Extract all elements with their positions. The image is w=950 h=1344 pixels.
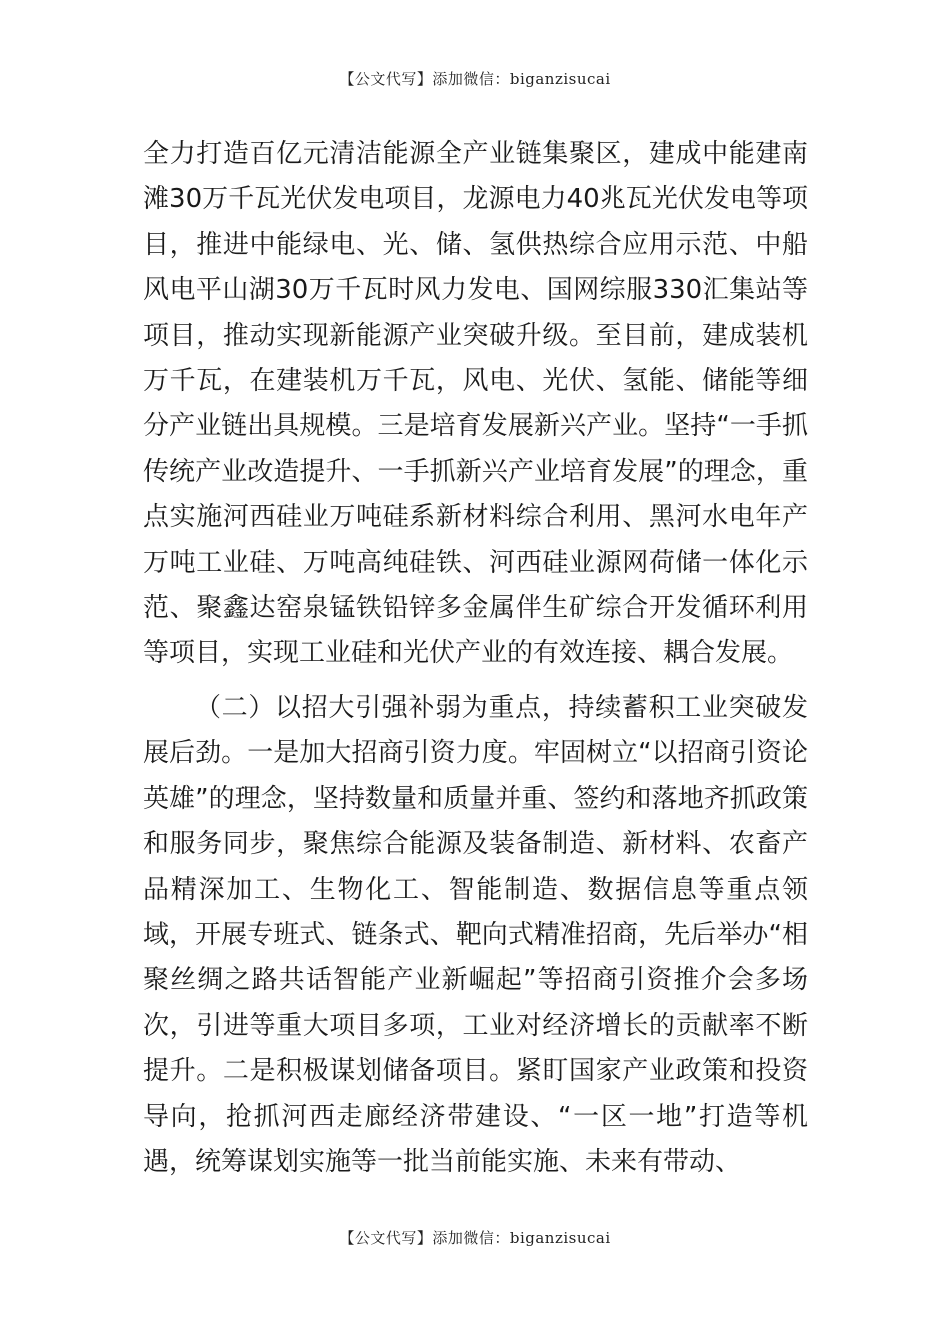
paragraph-2: （二）以招大引强补弱为重点，持续蓄积工业突破发展后劲。一是加大招商引资力度。牢固树立“以招商引资论英雄”的理念，坚持数量和质量并重、签约和落地齐抓政策和服务同步，聚焦综合能源及装备制造、新材料、农畜产品精深加工、生物化工、智能制造、数据信息等重点领域，开展专班式、链条式、靶向式精准招商，先后举办“相聚丝绸之路共话智能产业新崛起”等招商引资推介会多场次，引进等重大项目多项，工业对经济增长的贡献率不断提升。二是积极谋划储备项目。紧盯国家产业政策和投资导向，抢抓河西走廊经济带建设、“一区一地”打造等机遇，统筹谋划实施等一批当前能实施、未来有带动、 bbox=[143, 692, 808, 1177]
paragraph-1: 全力打造百亿元清洁能源全产业链集聚区，建成中能建南滩30万千瓦光伏发电项目，龙源电力40兆瓦光伏发电等项目，推进中能绿电、光、储、氢供热综合应用示范、中船风电平山湖30万千瓦时风力发电、国网综服330汇集站等项目，推动实现新能源产业突破升级。至目前，建成装机万千瓦，在建装机万千瓦，风电、光伏、氢能、储能等细分产业链出具规模。三是培育发展新兴产业。坚持“一手抓传统产业改造提升、一手抓新兴产业培育发展”的理念，重点实施河西硅业万吨硅系新材料综合利用、黑河水电年产万吨工业硅、万吨高纯硅铁、河西硅业源网荷储一体化示范、聚鑫达窑泉锰铁铅锌多金属伴生矿综合开发循环利用等项目，实现工业硅和光伏产业的有效连接、耦合发展。 bbox=[143, 139, 808, 669]
document-body bbox=[143, 132, 808, 1185]
page-footer-watermark: 【公文代写】添加微信：biganzisucai bbox=[339, 1229, 611, 1247]
page-header-watermark: 【公文代写】添加微信：biganzisucai bbox=[339, 70, 611, 88]
